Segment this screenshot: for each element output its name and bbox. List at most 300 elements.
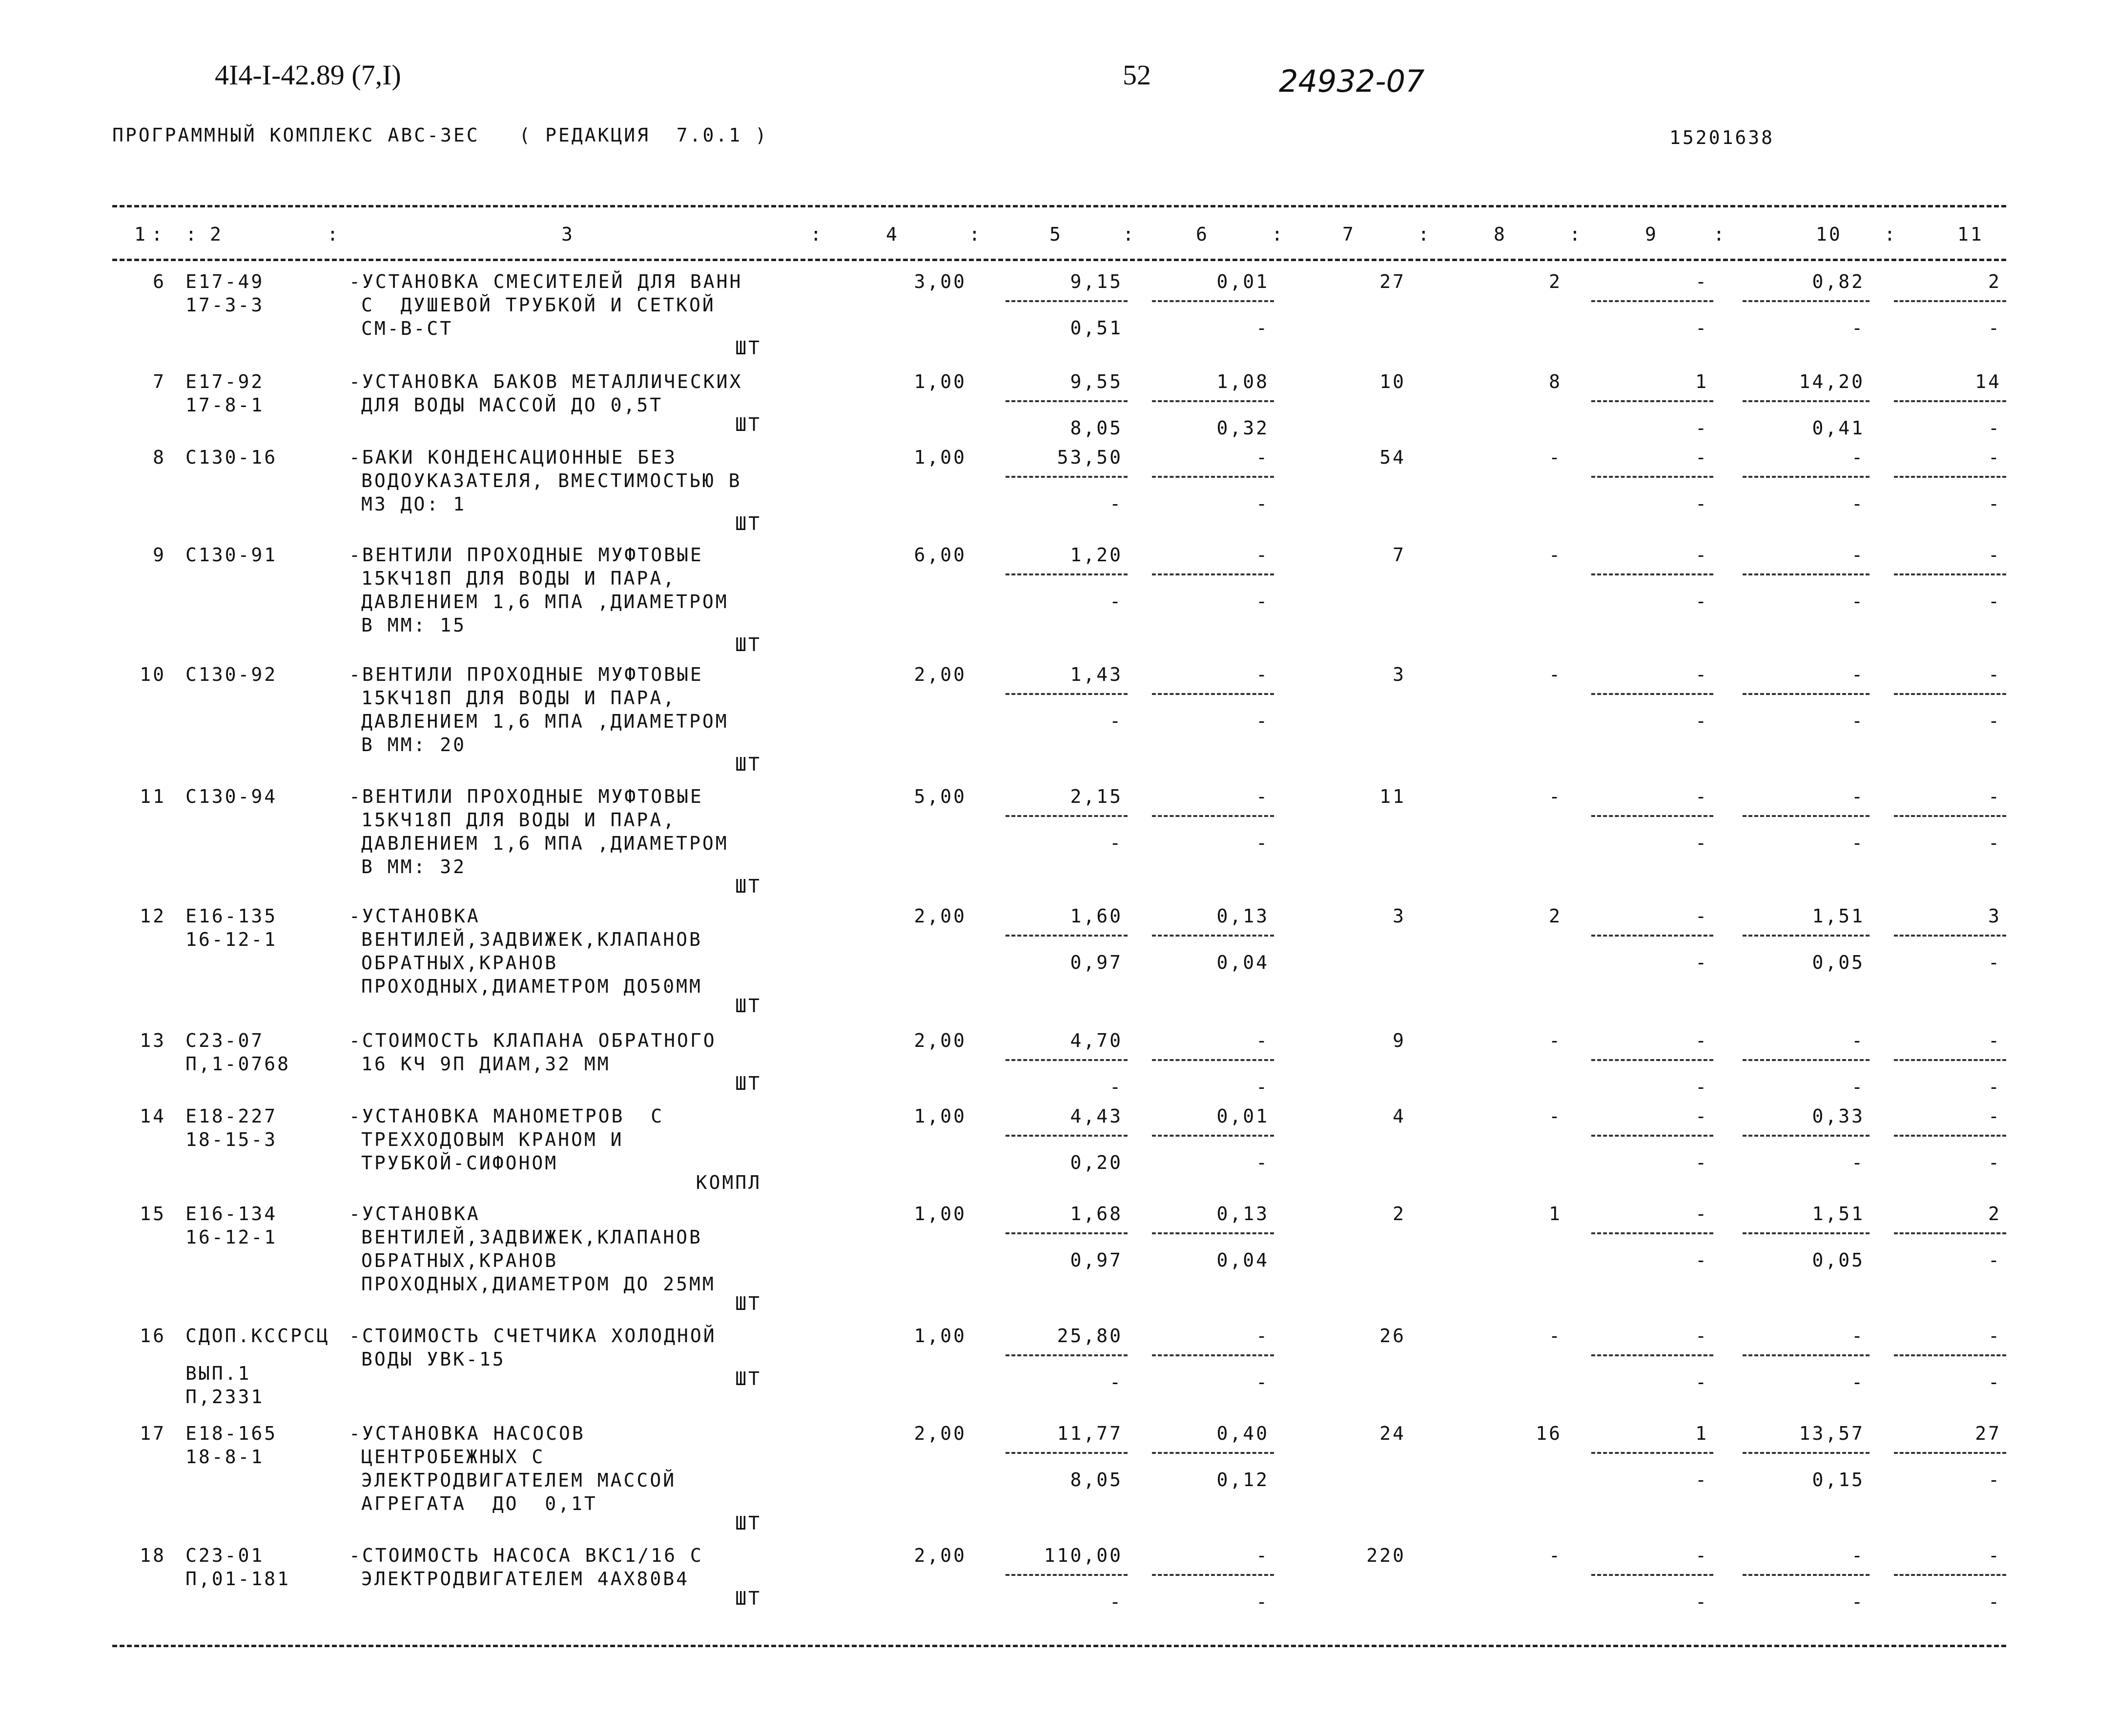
row-quantity: 1,00 (914, 1105, 966, 1127)
cost-per-unit-bottom: - (1109, 1371, 1123, 1393)
cost-per-unit-top: 1,43 (1070, 664, 1123, 685)
col-10-bottom: 0,41 (1812, 417, 1865, 439)
total-cost: 54 (1379, 447, 1406, 468)
column-separator: : (1713, 224, 1726, 245)
col-10-top: 0,33 (1812, 1105, 1865, 1127)
col-10-top: 13,57 (1799, 1423, 1865, 1444)
row-description: ТРУБКОЙ-СИФОНОМ (361, 1152, 558, 1174)
row-code: П,1-0768 (185, 1053, 291, 1075)
row-description: -СТОИМОСТЬ НАСОСА ВКС1/16 С (349, 1545, 703, 1566)
cost-per-unit-bottom: 0,20 (1070, 1152, 1123, 1173)
col-11-top: - (1988, 544, 2001, 566)
cost-per-unit-top: 9,15 (1070, 271, 1123, 292)
cell-separator-line (1006, 1574, 1128, 1576)
col-10-top: - (1851, 447, 1865, 468)
cell-separator-line (1006, 476, 1128, 478)
row-description: ЦЕНТРОБЕЖНЫХ С (361, 1446, 545, 1468)
total-cost: 11 (1379, 786, 1406, 807)
row-code: Е16-135 (185, 905, 278, 927)
cell-separator-line (1894, 815, 2006, 817)
col-11-top: 14 (1975, 371, 2001, 392)
wages: 2 (1549, 905, 1562, 927)
cell-separator-line (1591, 400, 1713, 402)
machine-cost-bottom: - (1256, 493, 1269, 514)
cell-separator-line (1591, 1232, 1713, 1234)
col-10-top: 1,51 (1812, 905, 1865, 927)
total-cost: 2 (1393, 1203, 1406, 1225)
cost-per-unit-top: 1,68 (1070, 1203, 1123, 1225)
row-description: -ВЕНТИЛИ ПРОХОДНЫЕ МУФТОВЫЕ (349, 664, 703, 685)
machine-cost-bottom: - (1256, 1152, 1269, 1173)
col-10-bottom: - (1851, 1152, 1865, 1173)
col-11-bottom: - (1988, 710, 2001, 732)
column-separator: : (1272, 224, 1285, 245)
row-description: -УСТАНОВКА (349, 905, 480, 927)
table-top-rule (112, 205, 2006, 207)
row-description: М3 ДО: 1 (361, 493, 467, 515)
col-9-bottom: - (1695, 1249, 1708, 1271)
wages: - (1549, 1325, 1562, 1347)
col-11-bottom: - (1988, 591, 2001, 612)
row-quantity: 1,00 (914, 371, 966, 392)
col-11-top: 3 (1988, 905, 2001, 927)
row-code: С130-92 (185, 664, 278, 685)
machine-cost-bottom: - (1256, 1076, 1269, 1098)
row-number: 17 (140, 1423, 166, 1444)
col-10-top: 1,51 (1812, 1203, 1865, 1225)
col-10-bottom: - (1851, 1591, 1865, 1613)
col-10-top: - (1851, 544, 1865, 566)
row-code: ВЫП.1 (185, 1362, 251, 1384)
cost-per-unit-top: 1,20 (1070, 544, 1123, 566)
row-code: СДОП.КССРСЦ (185, 1325, 330, 1347)
row-code: 17-3-3 (185, 294, 265, 316)
row-description: 15КЧ18П ДЛЯ ВОДЫ И ПАРА, (361, 687, 677, 709)
cell-separator-line (1152, 1059, 1274, 1061)
total-cost: 10 (1379, 371, 1406, 392)
cell-separator-line (1591, 1059, 1713, 1061)
row-description: ВОДОУКАЗАТЕЛЯ, ВМЕСТИМОСТЬЮ В (361, 470, 742, 491)
cost-per-unit-bottom: 8,05 (1070, 1469, 1123, 1491)
col-10-top: - (1851, 664, 1865, 685)
cell-separator-line (1152, 400, 1274, 402)
col-9-top: - (1695, 1325, 1708, 1347)
cell-separator-line (1152, 573, 1274, 575)
wages: - (1549, 1030, 1562, 1051)
cell-separator-line (1894, 693, 2006, 695)
col-10-bottom: - (1851, 591, 1865, 612)
row-number: 6 (153, 271, 166, 292)
col-9-top: - (1695, 1030, 1708, 1051)
col-9-top: 1 (1695, 371, 1708, 392)
row-quantity: 2,00 (914, 664, 966, 685)
document-code: 4I4-I-42.89 (7,I) (215, 59, 401, 91)
machine-cost-top: - (1256, 1325, 1269, 1347)
column-separator: : (1418, 224, 1431, 245)
wages: 2 (1549, 271, 1562, 292)
column-header: 7 (1342, 224, 1356, 245)
col-9-bottom: - (1695, 832, 1708, 854)
row-quantity: 3,00 (914, 271, 966, 292)
col-9-bottom: - (1695, 493, 1708, 514)
column-header: 6 (1196, 224, 1209, 245)
row-quantity: 5,00 (914, 786, 966, 807)
row-number: 11 (140, 786, 166, 807)
row-description: 15КЧ18П ДЛЯ ВОДЫ И ПАРА, (361, 809, 677, 831)
cost-per-unit-bottom: - (1109, 591, 1123, 612)
cell-separator-line (1152, 935, 1274, 937)
cell-separator-line (1152, 1452, 1274, 1454)
row-code: 18-15-3 (185, 1129, 278, 1150)
cell-separator-line (1743, 476, 1869, 478)
total-cost: 3 (1393, 664, 1406, 685)
machine-cost-top: - (1256, 664, 1269, 685)
col-9-top: - (1695, 1203, 1708, 1225)
cell-separator-line (1152, 1135, 1274, 1137)
column-header: 5 (1049, 224, 1063, 245)
document-id: 15201638 (1669, 127, 1775, 148)
cell-separator-line (1894, 1232, 2006, 1234)
cell-separator-line (1894, 1574, 2006, 1576)
row-code: Е16-134 (185, 1203, 278, 1225)
cost-per-unit-top: 1,60 (1070, 905, 1123, 927)
cell-separator-line (1591, 1574, 1713, 1576)
cell-separator-line (1743, 1135, 1869, 1137)
row-description: ДАВЛЕНИЕМ 1,6 МПА ,ДИАМЕТРОМ (361, 833, 729, 854)
row-description: ДАВЛЕНИЕМ 1,6 МПА ,ДИАМЕТРОМ (361, 711, 729, 732)
col-11-bottom: - (1988, 1591, 2001, 1613)
col-11-bottom: - (1988, 1152, 2001, 1173)
machine-cost-top: - (1256, 1030, 1269, 1051)
total-cost: 3 (1393, 905, 1406, 927)
cell-separator-line (1591, 1354, 1713, 1356)
col-11-top: - (1988, 1105, 2001, 1127)
cell-separator-line (1152, 1574, 1274, 1576)
row-description: 16 КЧ 9П ДИАМ,32 ММ (361, 1053, 611, 1075)
row-number: 16 (140, 1325, 166, 1347)
col-11-bottom: - (1988, 1076, 2001, 1098)
row-number: 9 (153, 544, 166, 566)
cell-separator-line (1006, 1452, 1128, 1454)
row-description: -СТОИМОСТЬ КЛАПАНА ОБРАТНОГО (349, 1030, 717, 1051)
cost-per-unit-top: 53,50 (1057, 447, 1123, 468)
row-description: СМ-В-СТ (361, 318, 453, 339)
cell-separator-line (1006, 815, 1128, 817)
cell-separator-line (1591, 476, 1713, 478)
col-10-bottom: - (1851, 493, 1865, 514)
column-separator: : (1123, 224, 1136, 245)
cost-per-unit-top: 25,80 (1057, 1325, 1123, 1347)
cost-per-unit-bottom: - (1109, 710, 1123, 732)
machine-cost-top: - (1256, 544, 1269, 566)
row-quantity: 6,00 (914, 544, 966, 566)
cell-separator-line (1591, 573, 1713, 575)
cell-separator-line (1894, 573, 2006, 575)
program-title: ПРОГРАММНЫЙ КОМПЛЕКС АВС-3ЕС ( РЕДАКЦИЯ 7.0.1 ) (112, 124, 768, 146)
wages: 8 (1549, 371, 1562, 392)
cell-separator-line (1152, 1232, 1274, 1234)
row-number: 13 (140, 1030, 166, 1051)
row-unit: ШТ (735, 414, 761, 435)
column-separator: : (185, 224, 199, 245)
row-code: 16-12-1 (185, 929, 278, 950)
col-10-bottom: - (1851, 710, 1865, 732)
wages: - (1549, 664, 1562, 685)
row-quantity: 2,00 (914, 1030, 966, 1051)
col-9-top: - (1695, 271, 1708, 292)
cell-separator-line (1894, 300, 2006, 302)
cell-separator-line (1894, 476, 2006, 478)
row-quantity: 1,00 (914, 447, 966, 468)
row-description: В ММ: 32 (361, 856, 467, 878)
col-9-top: - (1695, 1545, 1708, 1566)
column-header: 1 (134, 224, 147, 245)
table-header-rule (112, 259, 2006, 261)
cell-separator-line (1743, 1452, 1869, 1454)
machine-cost-top: 0,13 (1216, 905, 1269, 927)
row-description: 15КЧ18П ДЛЯ ВОДЫ И ПАРА, (361, 568, 677, 589)
cell-separator-line (1006, 935, 1128, 937)
cost-per-unit-top: 4,70 (1070, 1030, 1123, 1051)
row-unit: ШТ (735, 513, 761, 534)
cell-separator-line (1894, 1059, 2006, 1061)
cell-separator-line (1006, 693, 1128, 695)
row-unit: ШТ (735, 634, 761, 655)
total-cost: 7 (1393, 544, 1406, 566)
row-description: ЭЛЕКТРОДВИГАТЕЛЕМ 4АХ80В4 (361, 1568, 689, 1590)
col-9-bottom: - (1695, 1076, 1708, 1098)
column-header: 3 (561, 224, 575, 245)
row-description: -СТОИМОСТЬ СЧЕТЧИКА ХОЛОДНОЙ (349, 1325, 717, 1347)
machine-cost-bottom: 0,04 (1216, 952, 1269, 973)
cell-separator-line (1006, 400, 1128, 402)
col-10-top: - (1851, 1030, 1865, 1051)
machine-cost-top: 0,13 (1216, 1203, 1269, 1225)
row-description: ПРОХОДНЫХ,ДИАМЕТРОМ ДО50ММ (361, 976, 702, 997)
cost-per-unit-top: 11,77 (1057, 1423, 1123, 1444)
wages: 1 (1549, 1203, 1562, 1225)
machine-cost-bottom: 0,12 (1216, 1469, 1269, 1491)
col-10-bottom: - (1851, 317, 1865, 339)
row-description: -ВЕНТИЛИ ПРОХОДНЫЕ МУФТОВЫЕ (349, 786, 703, 807)
row-number: 10 (140, 664, 166, 685)
cell-separator-line (1743, 1354, 1869, 1356)
row-description: -УСТАНОВКА (349, 1203, 480, 1225)
row-description: ВОДЫ УВК-15 (361, 1348, 506, 1370)
col-10-top: - (1851, 1325, 1865, 1347)
row-code: С130-16 (185, 447, 278, 468)
cell-separator-line (1591, 815, 1713, 817)
row-code: С23-07 (185, 1030, 265, 1051)
total-cost: 220 (1366, 1545, 1406, 1566)
row-code: 16-12-1 (185, 1226, 278, 1248)
col-11-bottom: - (1988, 1249, 2001, 1271)
col-9-top: - (1695, 664, 1708, 685)
row-unit: ШТ (735, 337, 761, 359)
cost-per-unit-top: 2,15 (1070, 786, 1123, 807)
col-11-top: 2 (1988, 271, 2001, 292)
row-description: АГРЕГАТА ДО 0,1Т (361, 1493, 597, 1514)
row-code: С130-91 (185, 544, 278, 566)
col-9-bottom: - (1695, 591, 1708, 612)
row-unit: ШТ (735, 1073, 761, 1094)
row-description: С ДУШЕВОЙ ТРУБКОЙ И СЕТКОЙ (361, 294, 716, 316)
column-separator: : (327, 224, 340, 245)
machine-cost-bottom: - (1256, 832, 1269, 854)
machine-cost-bottom: 0,32 (1216, 417, 1269, 439)
row-description: ОБРАТНЫХ,КРАНОВ (361, 952, 558, 974)
row-code: Е18-227 (185, 1105, 278, 1127)
cell-separator-line (1152, 815, 1274, 817)
row-description: ВЕНТИЛЕЙ,ЗАДВИЖЕК,КЛАПАНОВ (361, 929, 702, 950)
cell-separator-line (1743, 573, 1869, 575)
machine-cost-top: 0,40 (1216, 1423, 1269, 1444)
row-description: -УСТАНОВКА БАКОВ МЕТАЛЛИЧЕСКИХ (349, 371, 743, 392)
cell-separator-line (1894, 1135, 2006, 1137)
row-quantity: 1,00 (914, 1203, 966, 1225)
col-9-top: - (1695, 544, 1708, 566)
row-description: ЭЛЕКТРОДВИГАТЕЛЕМ МАССОЙ (361, 1470, 677, 1491)
cell-separator-line (1591, 693, 1713, 695)
total-cost: 9 (1393, 1030, 1406, 1051)
cost-per-unit-bottom: - (1109, 1591, 1123, 1613)
col-10-top: - (1851, 786, 1865, 807)
cost-per-unit-bottom: - (1109, 832, 1123, 854)
row-description: -УСТАНОВКА СМЕСИТЕЛЕЙ ДЛЯ ВАНН (349, 271, 743, 292)
col-10-bottom: 0,05 (1812, 1249, 1865, 1271)
row-unit: ШТ (735, 1512, 761, 1534)
row-quantity: 2,00 (914, 905, 966, 927)
wages: 16 (1536, 1423, 1562, 1444)
col-11-top: - (1988, 447, 2001, 468)
cell-separator-line (1743, 1574, 1869, 1576)
cost-per-unit-bottom: - (1109, 1076, 1123, 1098)
total-cost: 27 (1379, 271, 1406, 292)
column-separator: : (810, 224, 823, 245)
column-header: 8 (1494, 224, 1507, 245)
col-11-bottom: - (1988, 1469, 2001, 1491)
wages: - (1549, 447, 1562, 468)
row-code: Е18-165 (185, 1423, 278, 1444)
row-number: 15 (140, 1203, 166, 1225)
cost-per-unit-top: 110,00 (1044, 1545, 1123, 1566)
row-number: 7 (153, 371, 166, 392)
col-10-bottom: - (1851, 832, 1865, 854)
cost-per-unit-bottom: 0,51 (1070, 317, 1123, 339)
row-unit: ШТ (735, 995, 761, 1017)
cell-separator-line (1591, 935, 1713, 937)
cell-separator-line (1894, 400, 2006, 402)
cell-separator-line (1152, 693, 1274, 695)
column-separator: : (1884, 224, 1897, 245)
cell-separator-line (1743, 1232, 1869, 1234)
cell-separator-line (1006, 573, 1128, 575)
cost-per-unit-bottom: 8,05 (1070, 417, 1123, 439)
row-unit: КОМПЛ (696, 1172, 761, 1193)
col-11-top: - (1988, 1030, 2001, 1051)
col-11-top: - (1988, 664, 2001, 685)
cell-separator-line (1743, 815, 1869, 817)
row-code: Е17-92 (185, 371, 265, 392)
col-9-bottom: - (1695, 1469, 1708, 1491)
row-description: -УСТАНОВКА МАНОМЕТРОВ С (349, 1105, 664, 1127)
col-9-top: 1 (1695, 1423, 1708, 1444)
machine-cost-bottom: - (1256, 317, 1269, 339)
col-9-bottom: - (1695, 1152, 1708, 1173)
cell-separator-line (1152, 1354, 1274, 1356)
column-header: 10 (1816, 224, 1842, 245)
cell-separator-line (1743, 935, 1869, 937)
col-11-bottom: - (1988, 952, 2001, 973)
row-code: С130-94 (185, 786, 278, 807)
cell-separator-line (1894, 935, 2006, 937)
row-code: 18-8-1 (185, 1446, 265, 1468)
col-11-top: - (1988, 786, 2001, 807)
row-unit: ШТ (735, 1368, 761, 1389)
col-9-bottom: - (1695, 417, 1708, 439)
col-10-bottom: - (1851, 1371, 1865, 1393)
machine-cost-bottom: - (1256, 1591, 1269, 1613)
cell-separator-line (1591, 300, 1713, 302)
machine-cost-bottom: - (1256, 710, 1269, 732)
machine-cost-top: - (1256, 786, 1269, 807)
cell-separator-line (1152, 476, 1274, 478)
total-cost: 4 (1393, 1105, 1406, 1127)
cell-separator-line (1006, 300, 1128, 302)
column-header: 9 (1645, 224, 1658, 245)
total-cost: 24 (1379, 1423, 1406, 1444)
row-code: П,2331 (185, 1386, 265, 1408)
col-9-top: - (1695, 905, 1708, 927)
machine-cost-bottom: - (1256, 1371, 1269, 1393)
cell-separator-line (1743, 1059, 1869, 1061)
row-quantity: 2,00 (914, 1545, 966, 1566)
row-code: 17-8-1 (185, 394, 265, 416)
col-11-top: - (1988, 1545, 2001, 1566)
wages: - (1549, 544, 1562, 566)
col-9-bottom: - (1695, 710, 1708, 732)
row-description: -БАКИ КОНДЕНСАЦИОННЫЕ БЕЗ (349, 447, 677, 468)
machine-cost-bottom: 0,04 (1216, 1249, 1269, 1271)
col-10-top: - (1851, 1545, 1865, 1566)
row-number: 18 (140, 1545, 166, 1566)
row-unit: ШТ (735, 1588, 761, 1609)
page-number: 52 (1123, 59, 1151, 91)
column-separator: : (969, 224, 982, 245)
col-9-bottom: - (1695, 952, 1708, 973)
cell-separator-line (1006, 1232, 1128, 1234)
row-description: В ММ: 20 (361, 734, 467, 756)
cell-separator-line (1006, 1135, 1128, 1137)
cost-per-unit-top: 9,55 (1070, 371, 1123, 392)
col-11-bottom: - (1988, 1371, 2001, 1393)
col-9-top: - (1695, 786, 1708, 807)
row-number: 14 (140, 1105, 166, 1127)
wages: - (1549, 1105, 1562, 1127)
col-9-bottom: - (1695, 1371, 1708, 1393)
row-quantity: 1,00 (914, 1325, 966, 1347)
cell-separator-line (1743, 300, 1869, 302)
handwritten-number: 24932-07 (1279, 63, 1425, 99)
col-10-top: 0,82 (1812, 271, 1865, 292)
row-description: ДАВЛЕНИЕМ 1,6 МПА ,ДИАМЕТРОМ (361, 591, 729, 613)
machine-cost-top: - (1256, 447, 1269, 468)
cell-separator-line (1743, 400, 1869, 402)
cost-per-unit-bottom: - (1109, 493, 1123, 514)
row-unit: ШТ (735, 1293, 761, 1314)
col-11-top: 27 (1975, 1423, 2001, 1444)
cell-separator-line (1006, 1354, 1128, 1356)
